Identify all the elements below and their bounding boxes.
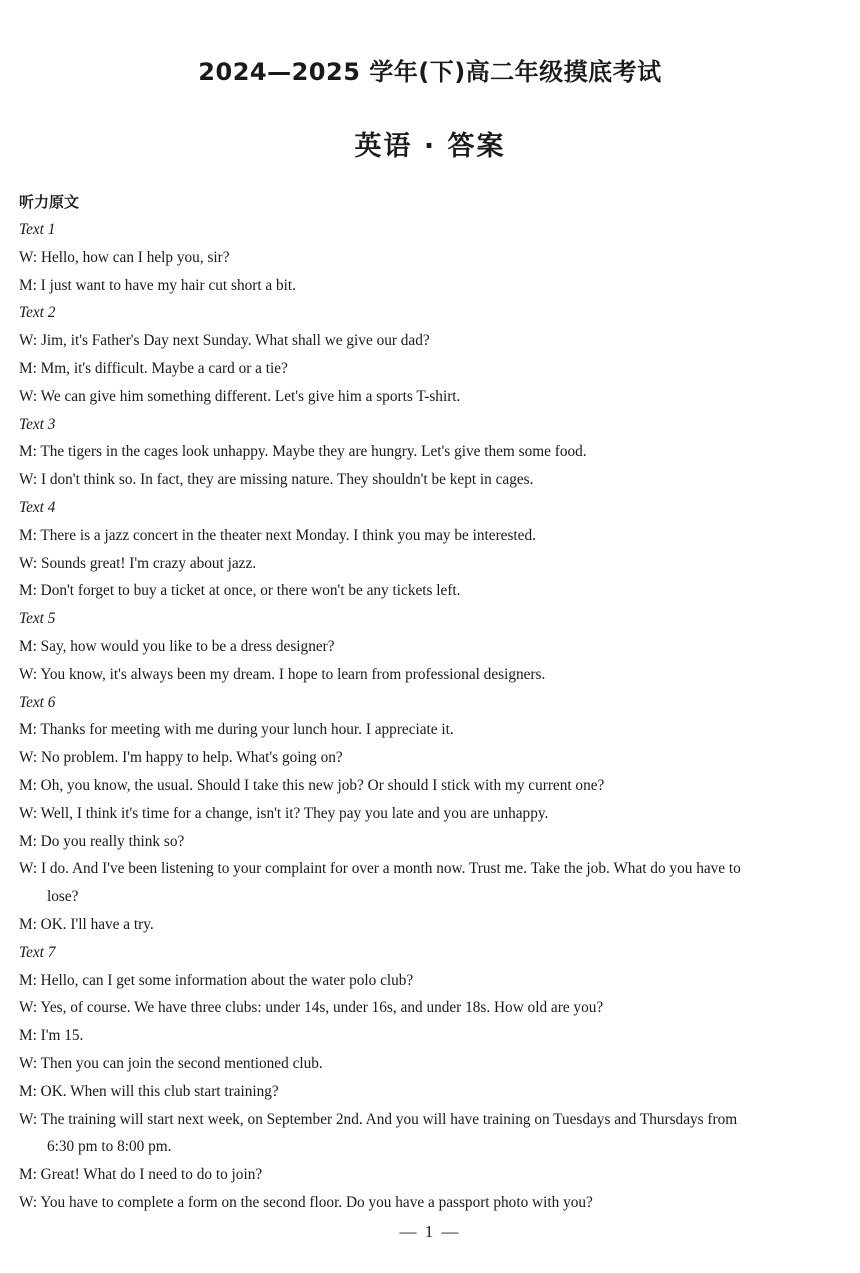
- answer-subtitle: 英语 · 答案: [354, 131, 506, 162]
- text-label: Text 2: [19, 304, 56, 322]
- dialogue-line: M: Hello, can I get some information about the water polo club?: [19, 971, 414, 989]
- dialogue-line: W: Hello, how can I help you, sir?: [19, 248, 230, 266]
- dialogue-line: M: Say, how would you like to be a dress designer?: [19, 637, 335, 655]
- dialogue-line: W: Then you can join the second mentioned club.: [19, 1054, 323, 1072]
- dialogue-line: W: We can give him something different. Let's give him a sports T-shirt.: [19, 387, 461, 405]
- dialogue-line: W: The training will start next week, on September 2nd. And you will have training on Tuesdays and Thursdays from: [19, 1110, 738, 1128]
- dialogue-line: M: Oh, you know, the usual. Should I take this new job? Or should I stick with my current one?: [19, 776, 605, 794]
- text-label: Text 1: [19, 221, 56, 238]
- exam-title: 2024—2025 学年(下)高二年级摸底考试: [198, 58, 662, 86]
- dialogue-line: W: Well, I think it's time for a change, isn't it? They pay you late and you are unhappy.: [19, 804, 549, 822]
- dialogue-line: M: The tigers in the cages look unhappy. Maybe they are hungry. Let's give them some food.: [19, 443, 587, 461]
- dialogue-line: W: I don't think so. In fact, they are missing nature. They shouldn't be kept in cages.: [19, 471, 534, 489]
- dialogue-line: W: You have to complete a form on the second floor. Do you have a passport photo with you?: [19, 1193, 593, 1211]
- dialogue-line: W: Jim, it's Father's Day next Sunday. What shall we give our dad?: [19, 332, 430, 350]
- text-label: Text 6: [19, 693, 56, 711]
- text-label: Text 3: [19, 415, 56, 433]
- dialogue-line: M: Thanks for meeting with me during your lunch hour. I appreciate it.: [19, 721, 454, 739]
- text-label: Text 5: [19, 610, 56, 628]
- dialogue-line: W: You know, it's always been my dream. I hope to learn from professional designers.: [19, 665, 546, 683]
- dialogue-line: W: I do. And I've been listening to your complaint for over a month now. Trust me. Take the job. What do you have to: [19, 860, 741, 878]
- dialogue-line: M: OK. When will this club start training?: [19, 1082, 279, 1100]
- page-number: — 1 —: [399, 1222, 461, 1241]
- dialogue-line: W: Yes, of course. We have three clubs: under 14s, under 16s, and under 18s. How old are you?: [19, 999, 604, 1017]
- dialogue-line: M: Do you really think so?: [19, 832, 185, 850]
- dialogue-line: M: Mm, it's difficult. Maybe a card or a tie?: [19, 359, 288, 377]
- section-heading: 听力原文: [19, 193, 80, 211]
- transcript-content: [19, 188, 839, 1217]
- dialogue-line: M: Don't forget to buy a ticket at once, or there won't be any tickets left.: [19, 582, 461, 600]
- dialogue-line: M: Great! What do I need to do to join?: [19, 1166, 263, 1184]
- text-label: Text 7: [19, 943, 56, 961]
- dialogue-line: M: I just want to have my hair cut short a bit.: [19, 276, 296, 294]
- dialogue-line: M: There is a jazz concert in the theater next Monday. I think you may be interested.: [19, 526, 536, 544]
- dialogue-line: M: OK. I'll have a try.: [19, 915, 154, 933]
- dialogue-line-continuation: lose?: [47, 888, 79, 906]
- text-label: Text 4: [19, 498, 56, 516]
- dialogue-line: W: Sounds great! I'm crazy about jazz.: [19, 554, 257, 572]
- dialogue-line: M: I'm 15.: [19, 1027, 84, 1045]
- dialogue-line-continuation: 6:30 pm to 8:00 pm.: [47, 1138, 172, 1156]
- dialogue-line: W: No problem. I'm happy to help. What's going on?: [19, 749, 343, 767]
